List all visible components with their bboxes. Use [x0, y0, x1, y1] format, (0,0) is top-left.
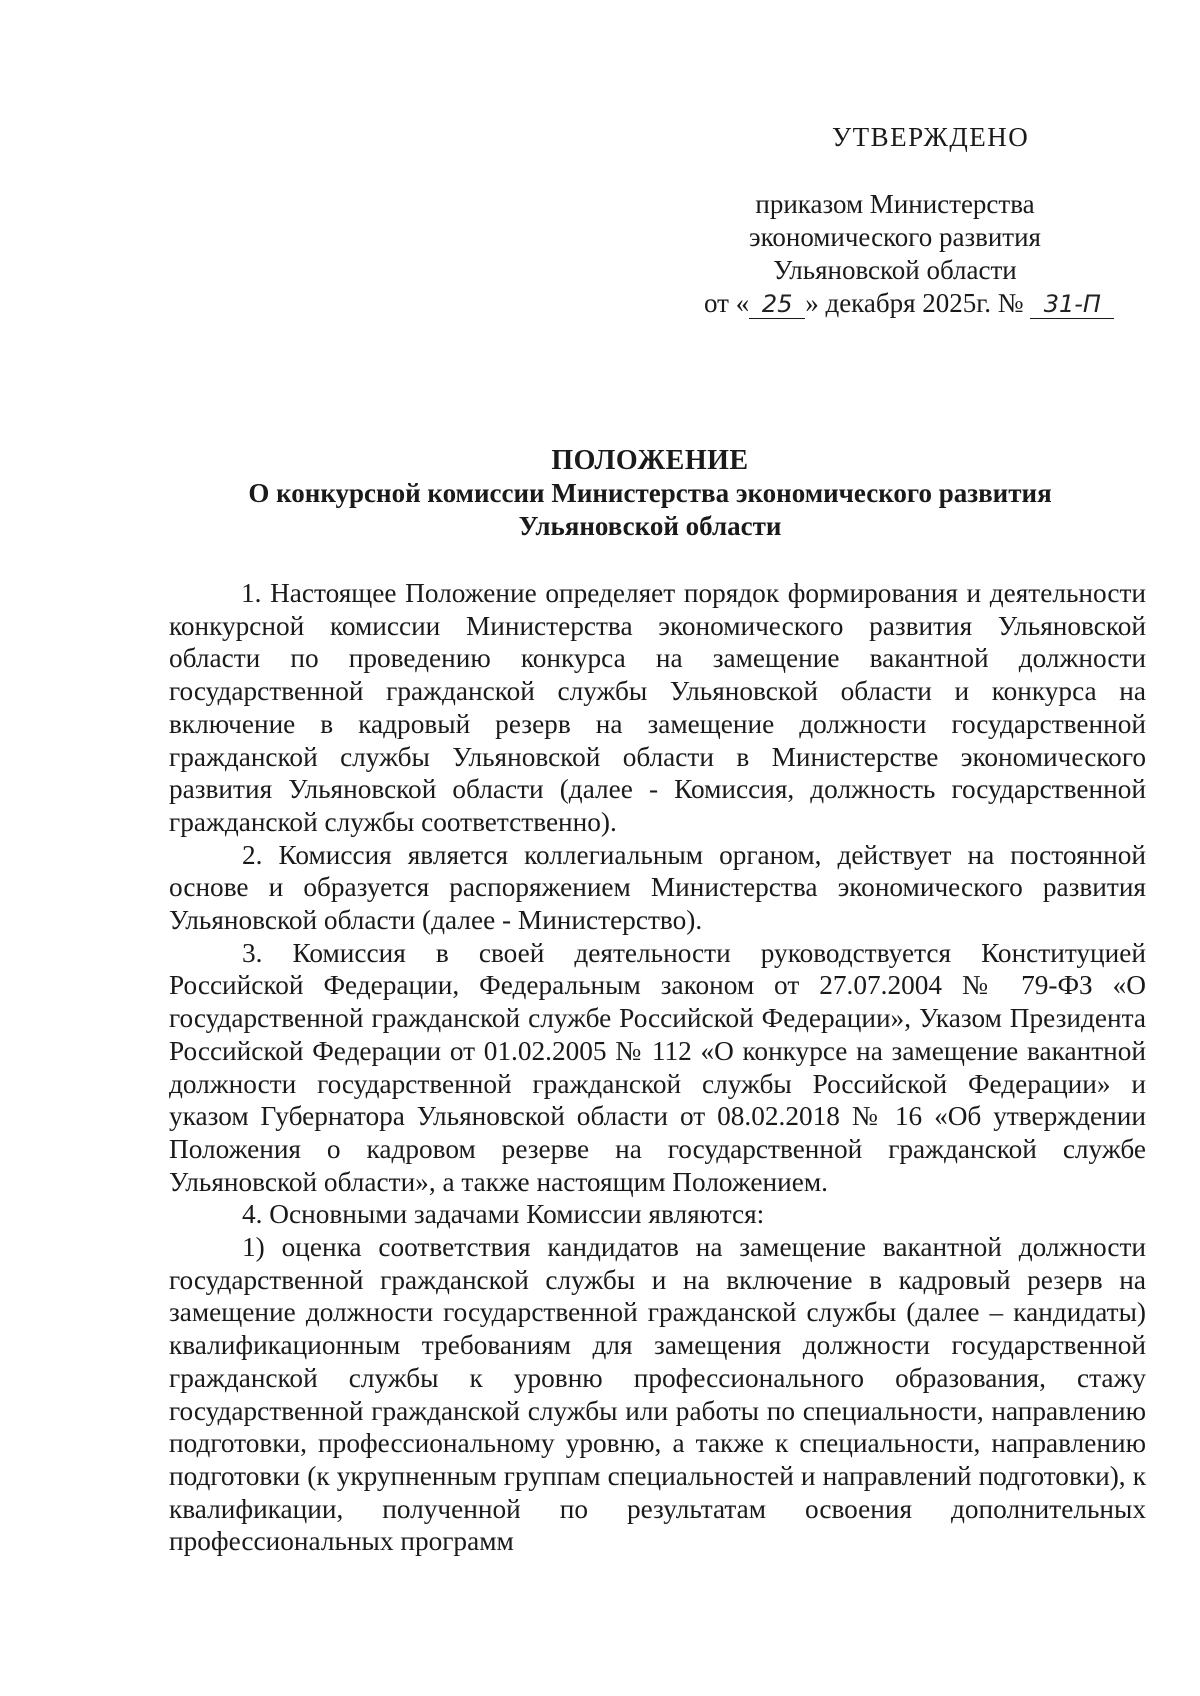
- approval-stamp-heading: УТВЕРЖДЕНО: [832, 122, 1030, 152]
- document-body: [169, 577, 1146, 1558]
- order-line-2: экономического развития: [749, 222, 1041, 252]
- paragraph-5: 1) оценка соответствия кандидатов на замещение вакантной должности государственной гражданской службы и на включение в кадровый резерв на замещение должности государственной гражданской службы (далее – кандидаты) квалификационным требованиям для замещения должности государственной гражданской службы к уровню профессионального образования, стажу государственной гражданской службы или работы по специальности, направлению подготовки, профессиональному уровню, а также к специальности, направлению подготовки (к укрупненным группам специальностей и направлений подготовки), к квалификации, полученной по результатам освоения дополнительных профессиональных программ: [169, 1232, 1146, 1557]
- order-date-line: [704, 287, 1114, 320]
- paragraph-2: 2. Комиссия является коллегиальным органом, действует на постоянной основе и образуется распоряжением Министерства экономического развития Ульяновской области (далее - Министерство).: [169, 839, 1146, 936]
- title-subtitle-line-2: Ульяновской области: [518, 511, 782, 541]
- order-line-1: приказом Министерства: [755, 189, 1035, 219]
- handwritten-day: 25: [749, 290, 805, 319]
- paragraph-3: 3. Комиссия в своей деятельности руководствуется Конституцией Российской Федерации, Федеральным законом от 27.07.2004 № 79-ФЗ «О государственной гражданской службе Российской Федерации», Указом Президента Российской Федерации от 01.02.2005 № 112 «О конкурсе на замещение вакантной должности государственной гражданской службы Российской Федерации» и указом Губернатора Ульяновской области от 08.02.2018 № 16 «Об утверждении Положения о кадровом резерве на государственной гражданской службе Ульяновской области», а также настоящим Положением.: [169, 937, 1146, 1197]
- paragraph-4: 4. Основными задачами Комиссии являются:: [242, 1199, 765, 1230]
- date-prefix: от «: [704, 288, 750, 318]
- title-main: ПОЛОЖЕНИЕ: [551, 445, 749, 476]
- date-middle: » декабря 2025г. №: [805, 288, 1024, 318]
- title-subtitle-line-1: О конкурсной комиссии Министерства экономического развития: [248, 478, 1052, 508]
- handwritten-order-number: 31-П: [1030, 290, 1114, 319]
- paragraph-1: 1. Настоящее Положение определяет порядок формирования и деятельности конкурсной комиссии Министерства экономического развития Ульяновской области по проведению конкурса на замещение вакантной должности государственной гражданской службы Ульяновской области и конкурса на включение в кадровый резерв на замещение должности государственной гражданской службы Ульяновской области в Министерстве экономического развития Ульяновской области (далее - Комиссия, должность государственной гражданской службы соответственно).: [169, 578, 1146, 837]
- order-reference: [660, 188, 1130, 287]
- order-line-3: Ульяновской области: [773, 255, 1017, 285]
- document-title: [150, 444, 1150, 543]
